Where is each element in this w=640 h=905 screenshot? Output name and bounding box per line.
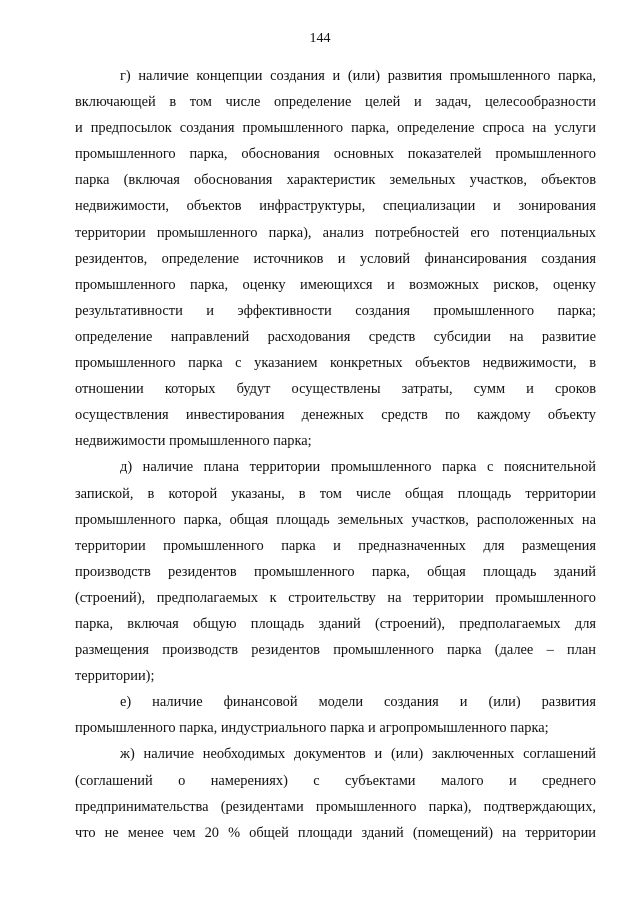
text-line: что не менее чем 20 % общей площади зданий (помещений) на территории — [75, 824, 596, 841]
text-line: промышленного парка, обоснования основных показателей промышленного — [75, 146, 596, 163]
text-line: территории промышленного парка), анализ потребностей его потенциальных — [75, 224, 596, 241]
text-line: промышленного парка с указанием конкретных объектов недвижимости, в — [75, 355, 596, 372]
page-number: 144 — [309, 31, 331, 46]
text-line: промышленного парка, общая площадь земельных участков, расположенных на — [75, 511, 596, 528]
paragraph-zh — [75, 741, 596, 845]
text-line: (строений), предполагаемых к строительству на территории промышленного — [75, 589, 596, 606]
text-line: территории промышленного парка и предназначенных для размещения — [75, 537, 596, 554]
paragraph-d — [75, 454, 596, 689]
text-line: осуществления инвестирования денежных средств по каждому объекту — [75, 407, 596, 424]
text-line: парка (включая обоснования характеристик земельных участков, объектов — [75, 172, 596, 189]
text-line: предпринимательства (резидентами промышленного парка), подтверждающих, — [75, 798, 596, 815]
text-line: недвижимости, объектов инфраструктуры, специализации и зонирования — [75, 198, 596, 215]
text-line: ж) наличие необходимых документов и (или) заключенных соглашений — [120, 746, 596, 763]
text-line: недвижимости промышленного парка; — [75, 433, 312, 450]
text-line: (соглашений о намерениях) с субъектами малого и среднего — [75, 772, 596, 789]
text-line: размещения производств резидентов промышленного парка (далее – план — [75, 642, 596, 659]
text-line: резидентов, определение источников и условий финансирования создания — [75, 250, 596, 267]
paragraph-e — [75, 689, 596, 741]
text-line: результативности и эффективности создания промышленного парка; — [75, 302, 596, 319]
text-line: и предпосылок создания промышленного парка, определение спроса на услуги — [75, 120, 596, 137]
text-line: включающей в том числе определение целей и задач, целесообразности — [75, 94, 596, 111]
text-line: г) наличие концепции создания и (или) развития промышленного парка, — [120, 68, 596, 84]
text-line: промышленного парка, оценку имеющихся и возможных рисков, оценку — [75, 276, 596, 293]
text-line: промышленного парка, индустриального парка и агропромышленного парка; — [75, 720, 549, 737]
text-line: запиской, в которой указаны, в том числе общая площадь территории — [75, 485, 596, 502]
text-line: отношении которых будут осуществлены затраты, сумм и сроков — [75, 381, 596, 398]
paragraph-g — [75, 63, 596, 454]
text-line: производств резидентов промышленного парка, общая площадь зданий — [75, 563, 596, 580]
text-line: парка, включая общую площадь зданий (строений), предполагаемых для — [75, 615, 596, 632]
text-line: е) наличие финансовой модели создания и (или) развития — [120, 694, 596, 711]
text-line: д) наличие плана территории промышленного парка с пояснительной — [120, 459, 596, 476]
text-line: территории); — [75, 668, 155, 685]
document-body — [75, 63, 596, 846]
text-line: определение направлений расходования средств субсидии на развитие — [75, 328, 596, 345]
